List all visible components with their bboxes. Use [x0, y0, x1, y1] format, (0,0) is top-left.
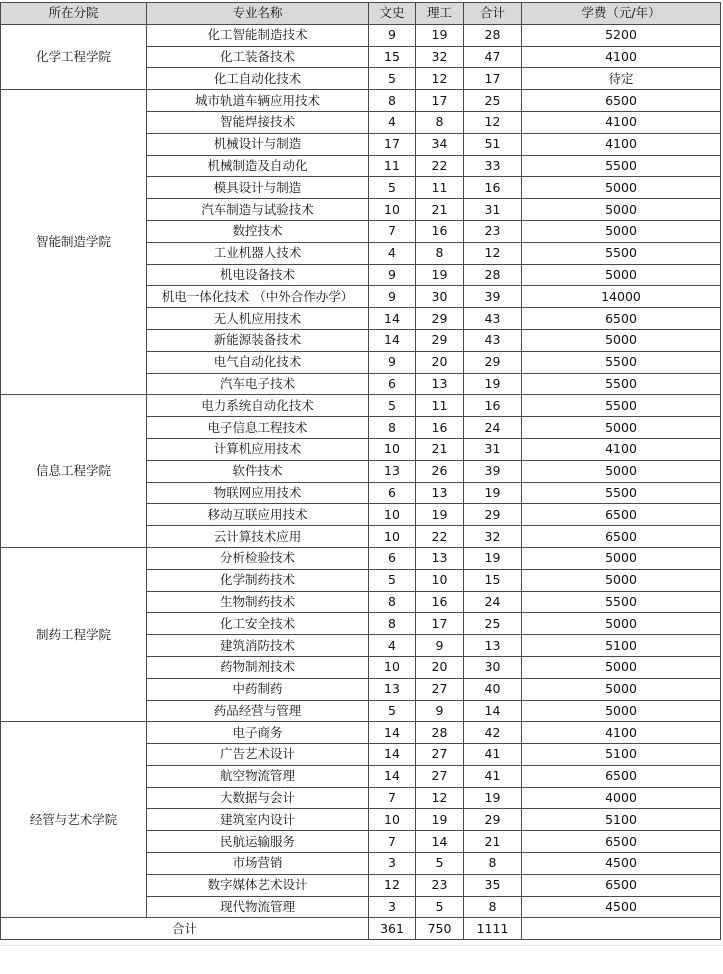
wenshi-cell: 7	[369, 831, 416, 853]
total-cell: 8	[464, 896, 522, 918]
table-row	[1, 395, 721, 417]
table-row	[1, 547, 721, 569]
major-name-cell: 电子信息工程技术	[147, 417, 369, 439]
total-cell: 17	[464, 68, 522, 90]
total-cell: 25	[464, 613, 522, 635]
fee-cell: 5000	[522, 569, 721, 591]
department-cell: 信息工程学院	[1, 395, 147, 548]
major-name-cell: 化工自动化技术	[147, 68, 369, 90]
page-bottom-divider	[0, 945, 723, 946]
ligong-cell: 9	[416, 635, 464, 657]
ligong-cell: 19	[416, 504, 464, 526]
total-cell: 19	[464, 373, 522, 395]
total-cell: 39	[464, 286, 522, 308]
major-name-cell: 机电一体化技术 （中外合作办学）	[147, 286, 369, 308]
major-name-cell: 化学制药技术	[147, 569, 369, 591]
ligong-cell: 20	[416, 351, 464, 373]
major-name-cell: 分析检验技术	[147, 547, 369, 569]
fee-cell: 5000	[522, 417, 721, 439]
major-name-cell: 广告艺术设计	[147, 744, 369, 766]
fee-cell: 5000	[522, 656, 721, 678]
major-name-cell: 机械设计与制造	[147, 133, 369, 155]
fee-cell: 5000	[522, 460, 721, 482]
major-name-cell: 民航运输服务	[147, 831, 369, 853]
total-cell: 25	[464, 90, 522, 112]
total-cell: 43	[464, 308, 522, 330]
major-name-cell: 电子商务	[147, 722, 369, 744]
major-name-cell: 化工装备技术	[147, 46, 369, 68]
fee-cell: 5500	[522, 155, 721, 177]
major-name-cell: 大数据与会计	[147, 787, 369, 809]
total-cell: 43	[464, 329, 522, 351]
major-name-cell: 市场营销	[147, 853, 369, 875]
wenshi-cell: 8	[369, 613, 416, 635]
wenshi-cell: 14	[369, 744, 416, 766]
fee-cell: 5000	[522, 177, 721, 199]
total-cell: 31	[464, 438, 522, 460]
table-body	[1, 24, 721, 918]
fee-cell: 5500	[522, 395, 721, 417]
major-name-cell: 无人机应用技术	[147, 308, 369, 330]
wenshi-cell: 5	[369, 569, 416, 591]
fee-cell: 待定	[522, 68, 721, 90]
wenshi-cell: 9	[369, 264, 416, 286]
total-cell: 12	[464, 111, 522, 133]
major-name-cell: 汽车制造与试验技术	[147, 199, 369, 221]
wenshi-cell: 17	[369, 133, 416, 155]
total-cell: 13	[464, 635, 522, 657]
wenshi-cell: 10	[369, 199, 416, 221]
wenshi-cell: 8	[369, 591, 416, 613]
ligong-cell: 30	[416, 286, 464, 308]
ligong-cell: 17	[416, 613, 464, 635]
major-name-cell: 智能焊接技术	[147, 111, 369, 133]
ligong-cell: 27	[416, 678, 464, 700]
total-cell: 8	[464, 853, 522, 875]
ligong-cell: 5	[416, 896, 464, 918]
ligong-cell: 13	[416, 547, 464, 569]
wenshi-cell: 3	[369, 896, 416, 918]
wenshi-cell: 9	[369, 286, 416, 308]
total-cell: 30	[464, 656, 522, 678]
enrollment-table	[0, 2, 721, 940]
wenshi-cell: 14	[369, 722, 416, 744]
total-cell: 19	[464, 547, 522, 569]
fee-cell: 5000	[522, 220, 721, 242]
major-name-cell: 新能源装备技术	[147, 329, 369, 351]
wenshi-cell: 9	[369, 24, 416, 46]
ligong-cell: 21	[416, 438, 464, 460]
fee-cell: 5100	[522, 635, 721, 657]
ligong-cell: 8	[416, 242, 464, 264]
wenshi-cell: 14	[369, 329, 416, 351]
ligong-cell: 22	[416, 155, 464, 177]
major-name-cell: 生物制药技术	[147, 591, 369, 613]
ligong-cell: 16	[416, 591, 464, 613]
total-cell: 24	[464, 417, 522, 439]
table-row	[1, 90, 721, 112]
major-name-cell: 化工安全技术	[147, 613, 369, 635]
total-cell: 19	[464, 787, 522, 809]
ligong-cell: 29	[416, 329, 464, 351]
wenshi-cell: 13	[369, 460, 416, 482]
total-cell: 16	[464, 177, 522, 199]
fee-cell: 5000	[522, 678, 721, 700]
header-row	[1, 3, 721, 25]
total-cell: 29	[464, 809, 522, 831]
fee-cell: 5100	[522, 809, 721, 831]
wenshi-cell: 14	[369, 308, 416, 330]
wenshi-cell: 4	[369, 242, 416, 264]
major-name-cell: 药品经营与管理	[147, 700, 369, 722]
ligong-cell: 13	[416, 373, 464, 395]
wenshi-cell: 8	[369, 417, 416, 439]
fee-cell: 4500	[522, 896, 721, 918]
fee-cell: 5500	[522, 351, 721, 373]
fee-cell: 4100	[522, 722, 721, 744]
ligong-cell: 8	[416, 111, 464, 133]
wenshi-cell: 6	[369, 547, 416, 569]
fee-cell: 5500	[522, 242, 721, 264]
major-name-cell: 化工智能制造技术	[147, 24, 369, 46]
major-name-cell: 航空物流管理	[147, 765, 369, 787]
total-cell: 39	[464, 460, 522, 482]
ligong-cell: 21	[416, 199, 464, 221]
wenshi-cell: 10	[369, 656, 416, 678]
fee-cell: 5100	[522, 744, 721, 766]
total-cell: 23	[464, 220, 522, 242]
ligong-cell: 16	[416, 220, 464, 242]
total-cell: 14	[464, 700, 522, 722]
wenshi-cell: 10	[369, 809, 416, 831]
total-cell: 41	[464, 744, 522, 766]
total-cell: 28	[464, 24, 522, 46]
ligong-cell: 34	[416, 133, 464, 155]
totals-fee	[522, 918, 721, 940]
major-name-cell: 机电设备技术	[147, 264, 369, 286]
ligong-cell: 12	[416, 68, 464, 90]
wenshi-cell: 10	[369, 438, 416, 460]
fee-cell: 14000	[522, 286, 721, 308]
ligong-cell: 29	[416, 308, 464, 330]
ligong-cell: 22	[416, 526, 464, 548]
department-cell: 制药工程学院	[1, 547, 147, 721]
major-name-cell: 药物制剂技术	[147, 656, 369, 678]
ligong-cell: 11	[416, 395, 464, 417]
wenshi-cell: 5	[369, 395, 416, 417]
ligong-cell: 23	[416, 874, 464, 896]
major-name-cell: 数字媒体艺术设计	[147, 874, 369, 896]
major-name-cell: 移动互联应用技术	[147, 504, 369, 526]
ligong-cell: 16	[416, 417, 464, 439]
wenshi-cell: 4	[369, 635, 416, 657]
total-cell: 40	[464, 678, 522, 700]
major-name-cell: 计算机应用技术	[147, 438, 369, 460]
major-name-cell: 城市轨道车辆应用技术	[147, 90, 369, 112]
ligong-cell: 9	[416, 700, 464, 722]
fee-cell: 6500	[522, 831, 721, 853]
fee-cell: 6500	[522, 90, 721, 112]
ligong-cell: 28	[416, 722, 464, 744]
major-name-cell: 模具设计与制造	[147, 177, 369, 199]
header-total: 合计	[464, 3, 522, 25]
wenshi-cell: 9	[369, 351, 416, 373]
wenshi-cell: 13	[369, 678, 416, 700]
ligong-cell: 26	[416, 460, 464, 482]
department-cell: 智能制造学院	[1, 90, 147, 395]
major-name-cell: 电力系统自动化技术	[147, 395, 369, 417]
totals-row	[1, 918, 721, 940]
wenshi-cell: 10	[369, 504, 416, 526]
major-name-cell: 数控技术	[147, 220, 369, 242]
fee-cell: 6500	[522, 526, 721, 548]
fee-cell: 5500	[522, 373, 721, 395]
table-row	[1, 24, 721, 46]
fee-cell: 4100	[522, 438, 721, 460]
fee-cell: 4100	[522, 111, 721, 133]
major-name-cell: 机械制造及自动化	[147, 155, 369, 177]
fee-cell: 5000	[522, 329, 721, 351]
major-name-cell: 建筑室内设计	[147, 809, 369, 831]
ligong-cell: 19	[416, 24, 464, 46]
wenshi-cell: 14	[369, 765, 416, 787]
totals-total: 1111	[464, 918, 522, 940]
ligong-cell: 11	[416, 177, 464, 199]
major-name-cell: 建筑消防技术	[147, 635, 369, 657]
total-cell: 51	[464, 133, 522, 155]
totals-wenshi: 361	[369, 918, 416, 940]
fee-cell: 5000	[522, 547, 721, 569]
wenshi-cell: 5	[369, 700, 416, 722]
header-fee: 学费（元/年）	[522, 3, 721, 25]
total-cell: 42	[464, 722, 522, 744]
fee-cell: 6500	[522, 765, 721, 787]
fee-cell: 6500	[522, 504, 721, 526]
total-cell: 29	[464, 504, 522, 526]
total-cell: 31	[464, 199, 522, 221]
total-cell: 47	[464, 46, 522, 68]
header-ligong: 理工	[416, 3, 464, 25]
ligong-cell: 14	[416, 831, 464, 853]
wenshi-cell: 6	[369, 373, 416, 395]
major-name-cell: 现代物流管理	[147, 896, 369, 918]
wenshi-cell: 7	[369, 787, 416, 809]
total-cell: 35	[464, 874, 522, 896]
fee-cell: 5200	[522, 24, 721, 46]
fee-cell: 4500	[522, 853, 721, 875]
total-cell: 16	[464, 395, 522, 417]
wenshi-cell: 12	[369, 874, 416, 896]
header-wenshi: 文史	[369, 3, 416, 25]
total-cell: 41	[464, 765, 522, 787]
ligong-cell: 27	[416, 765, 464, 787]
ligong-cell: 27	[416, 744, 464, 766]
totals-label: 合计	[1, 918, 369, 940]
header-department: 所在分院	[1, 3, 147, 25]
totals-ligong: 750	[416, 918, 464, 940]
ligong-cell: 12	[416, 787, 464, 809]
fee-cell: 5000	[522, 199, 721, 221]
wenshi-cell: 11	[369, 155, 416, 177]
wenshi-cell: 5	[369, 177, 416, 199]
total-cell: 12	[464, 242, 522, 264]
fee-cell: 5000	[522, 700, 721, 722]
major-name-cell: 汽车电子技术	[147, 373, 369, 395]
ligong-cell: 5	[416, 853, 464, 875]
total-cell: 24	[464, 591, 522, 613]
total-cell: 19	[464, 482, 522, 504]
wenshi-cell: 3	[369, 853, 416, 875]
fee-cell: 4100	[522, 46, 721, 68]
ligong-cell: 10	[416, 569, 464, 591]
wenshi-cell: 15	[369, 46, 416, 68]
major-name-cell: 工业机器人技术	[147, 242, 369, 264]
total-cell: 28	[464, 264, 522, 286]
ligong-cell: 19	[416, 809, 464, 831]
wenshi-cell: 6	[369, 482, 416, 504]
ligong-cell: 32	[416, 46, 464, 68]
ligong-cell: 13	[416, 482, 464, 504]
department-cell: 经管与艺术学院	[1, 722, 147, 918]
fee-cell: 4100	[522, 133, 721, 155]
ligong-cell: 17	[416, 90, 464, 112]
major-name-cell: 电气自动化技术	[147, 351, 369, 373]
fee-cell: 5000	[522, 613, 721, 635]
total-cell: 29	[464, 351, 522, 373]
major-name-cell: 软件技术	[147, 460, 369, 482]
total-cell: 33	[464, 155, 522, 177]
department-cell: 化学工程学院	[1, 24, 147, 89]
fee-cell: 4000	[522, 787, 721, 809]
total-cell: 15	[464, 569, 522, 591]
total-cell: 32	[464, 526, 522, 548]
fee-cell: 5500	[522, 591, 721, 613]
major-name-cell: 中药制药	[147, 678, 369, 700]
header-major: 专业名称	[147, 3, 369, 25]
ligong-cell: 19	[416, 264, 464, 286]
wenshi-cell: 4	[369, 111, 416, 133]
major-name-cell: 云计算技术应用	[147, 526, 369, 548]
major-name-cell: 物联网应用技术	[147, 482, 369, 504]
fee-cell: 6500	[522, 874, 721, 896]
wenshi-cell: 7	[369, 220, 416, 242]
wenshi-cell: 5	[369, 68, 416, 90]
wenshi-cell: 10	[369, 526, 416, 548]
fee-cell: 6500	[522, 308, 721, 330]
ligong-cell: 20	[416, 656, 464, 678]
table-row	[1, 722, 721, 744]
wenshi-cell: 8	[369, 90, 416, 112]
fee-cell: 5000	[522, 264, 721, 286]
fee-cell: 5500	[522, 482, 721, 504]
total-cell: 21	[464, 831, 522, 853]
